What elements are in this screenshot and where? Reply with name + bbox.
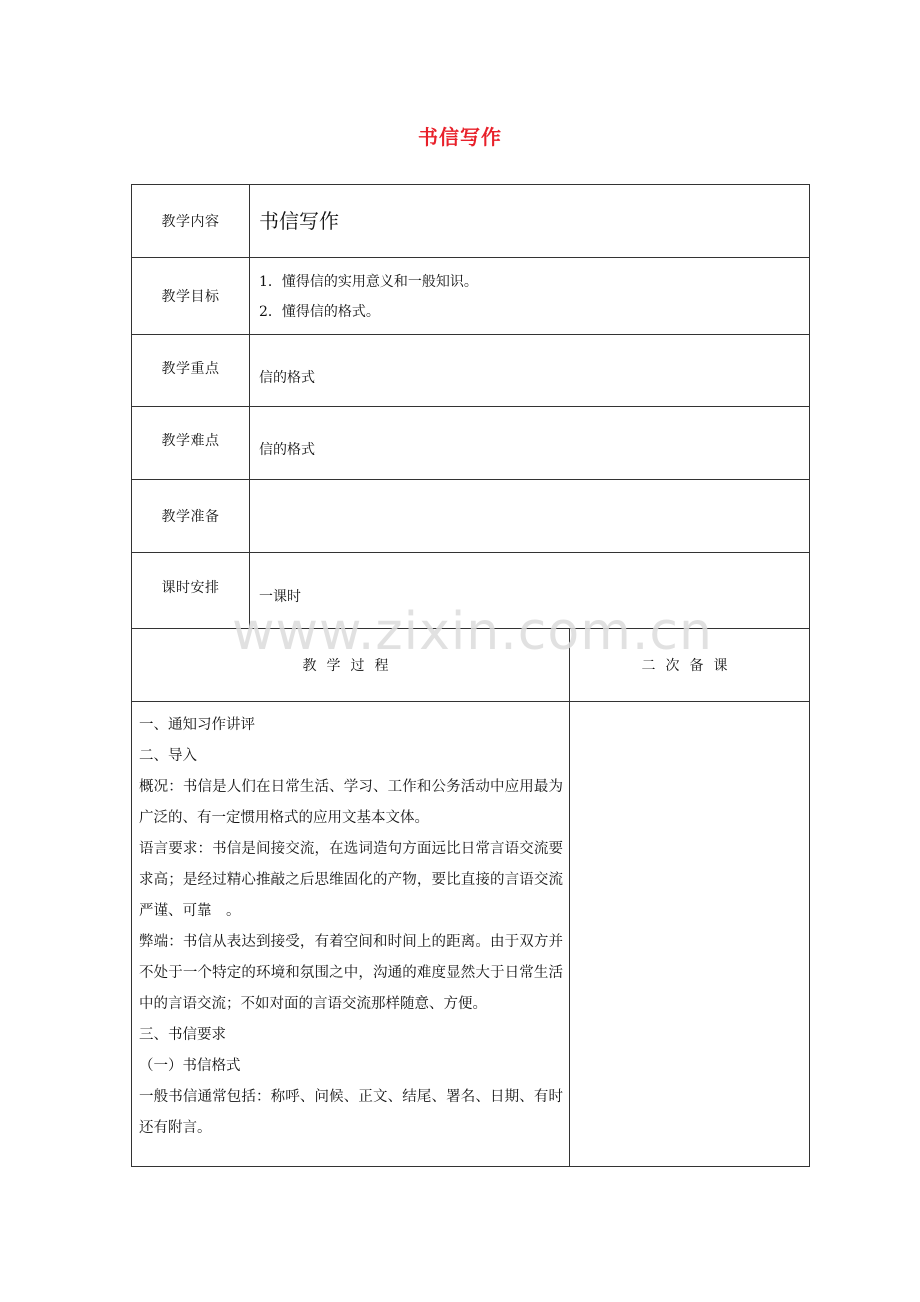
table-row <box>132 702 810 1167</box>
row-value-key-point: 信的格式 <box>250 335 810 407</box>
process-paragraph: 弊端：书信从表达到接受，有着空间和时间上的距离。由于双方并不处于一个特定的环境和氛围之中，沟通的难度显然大于日常生活中的言语交流；不如对面的言语交流那样随意、方便。 <box>139 934 563 1012</box>
process-content <box>132 702 570 1167</box>
process-paragraph: 三、书信要求 <box>139 1027 226 1043</box>
row-value-schedule: 一课时 <box>250 553 810 629</box>
goal-line: 1．懂得信的实用意义和一般知识。 <box>259 274 478 290</box>
watermark: www.zixin.com.cn <box>232 602 713 662</box>
table-row <box>132 553 810 629</box>
process-header: 教学过程 <box>132 629 570 702</box>
process-paragraph: 语言要求：书信是间接交流，在选词造句方面远比日常言语交流要求高；是经过精心推敲之后思维固化的产物，要比直接的言语交流严谨、可靠 。 <box>139 841 563 919</box>
process-paragraph: 二、导入 <box>139 748 197 764</box>
process-paragraph: （一）书信格式 <box>139 1058 241 1074</box>
table-row <box>132 407 810 480</box>
row-value-content: 书信写作 <box>250 185 810 258</box>
table-row <box>132 185 810 258</box>
row-value-preparation <box>250 480 810 553</box>
process-paragraph: 一、通知习作讲评 <box>139 717 255 733</box>
second-prep-content <box>570 702 810 1167</box>
table-row <box>132 629 810 702</box>
lesson-plan-table <box>131 184 810 1167</box>
row-label-content: 教学内容 <box>132 185 250 258</box>
process-paragraph: 概况：书信是人们在日常生活、学习、工作和公务活动中应用最为广泛的、有一定惯用格式的应用文基本文体。 <box>139 779 563 826</box>
row-label-preparation: 教学准备 <box>132 480 250 553</box>
row-value-goals <box>250 258 810 335</box>
row-label-difficulty: 教学难点 <box>132 407 250 480</box>
row-value-difficulty: 信的格式 <box>250 407 810 480</box>
row-label-goals: 教学目标 <box>132 258 250 335</box>
table-row <box>132 258 810 335</box>
process-paragraph: 一般书信通常包括：称呼、问候、正文、结尾、署名、日期、有时还有附言。 <box>139 1089 563 1136</box>
row-label-schedule: 课时安排 <box>132 553 250 629</box>
second-prep-header: 二次备课 <box>570 629 810 702</box>
row-label-key-point: 教学重点 <box>132 335 250 407</box>
goal-line: 2．懂得信的格式。 <box>259 304 380 320</box>
page-title: 书信写作 <box>418 125 502 149</box>
table-row <box>132 335 810 407</box>
table-row <box>132 480 810 553</box>
